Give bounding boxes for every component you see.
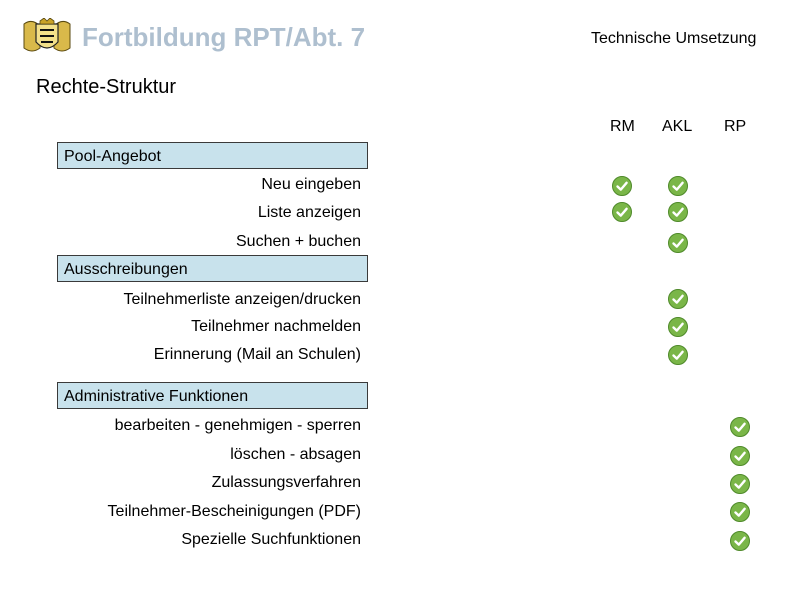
check-icon xyxy=(668,289,688,309)
row-erinnerung: Erinnerung (Mail an Schulen) xyxy=(153,346,361,363)
check-icon xyxy=(612,176,632,196)
row-neu-eingeben: Neu eingeben xyxy=(261,176,361,193)
row-bescheinigungen: Teilnehmer-Bescheinigungen (PDF) xyxy=(107,503,361,520)
check-icon xyxy=(668,233,688,253)
check-icon xyxy=(668,176,688,196)
check-icon xyxy=(668,202,688,222)
check-icon xyxy=(730,474,750,494)
row-suchfunktionen: Spezielle Suchfunktionen xyxy=(181,531,361,548)
row-teilnehmer-nachmelden: Teilnehmer nachmelden xyxy=(191,318,361,335)
row-suchen-buchen: Suchen + buchen xyxy=(236,233,361,250)
row-zulassungsverfahren: Zulassungsverfahren xyxy=(211,474,361,491)
header-right-title: Technische Umsetzung xyxy=(591,30,757,47)
check-icon xyxy=(730,446,750,466)
column-header-rm: RM xyxy=(610,118,635,135)
row-teilnehmerliste: Teilnehmerliste anzeigen/drucken xyxy=(123,291,361,308)
row-liste-anzeigen: Liste anzeigen xyxy=(257,204,361,221)
section-administrative-funktionen: Administrative Funktionen xyxy=(57,382,368,409)
section-pool-angebot: Pool-Angebot xyxy=(57,142,368,169)
header-title: Fortbildung RPT/Abt. 7 xyxy=(82,22,366,52)
coat-of-arms-logo xyxy=(20,18,74,56)
row-loeschen: löschen - absagen xyxy=(230,446,361,463)
check-icon xyxy=(668,345,688,365)
check-icon xyxy=(730,502,750,522)
section-ausschreibungen: Ausschreibungen xyxy=(57,255,368,282)
row-bearbeiten: bearbeiten - genehmigen - sperren xyxy=(114,417,361,434)
check-icon xyxy=(730,417,750,437)
column-header-akl: AKL xyxy=(662,118,693,135)
check-icon xyxy=(612,202,632,222)
subtitle: Rechte-Struktur xyxy=(36,76,177,98)
check-icon xyxy=(668,317,688,337)
column-header-rp: RP xyxy=(724,118,747,135)
check-icon xyxy=(730,531,750,551)
